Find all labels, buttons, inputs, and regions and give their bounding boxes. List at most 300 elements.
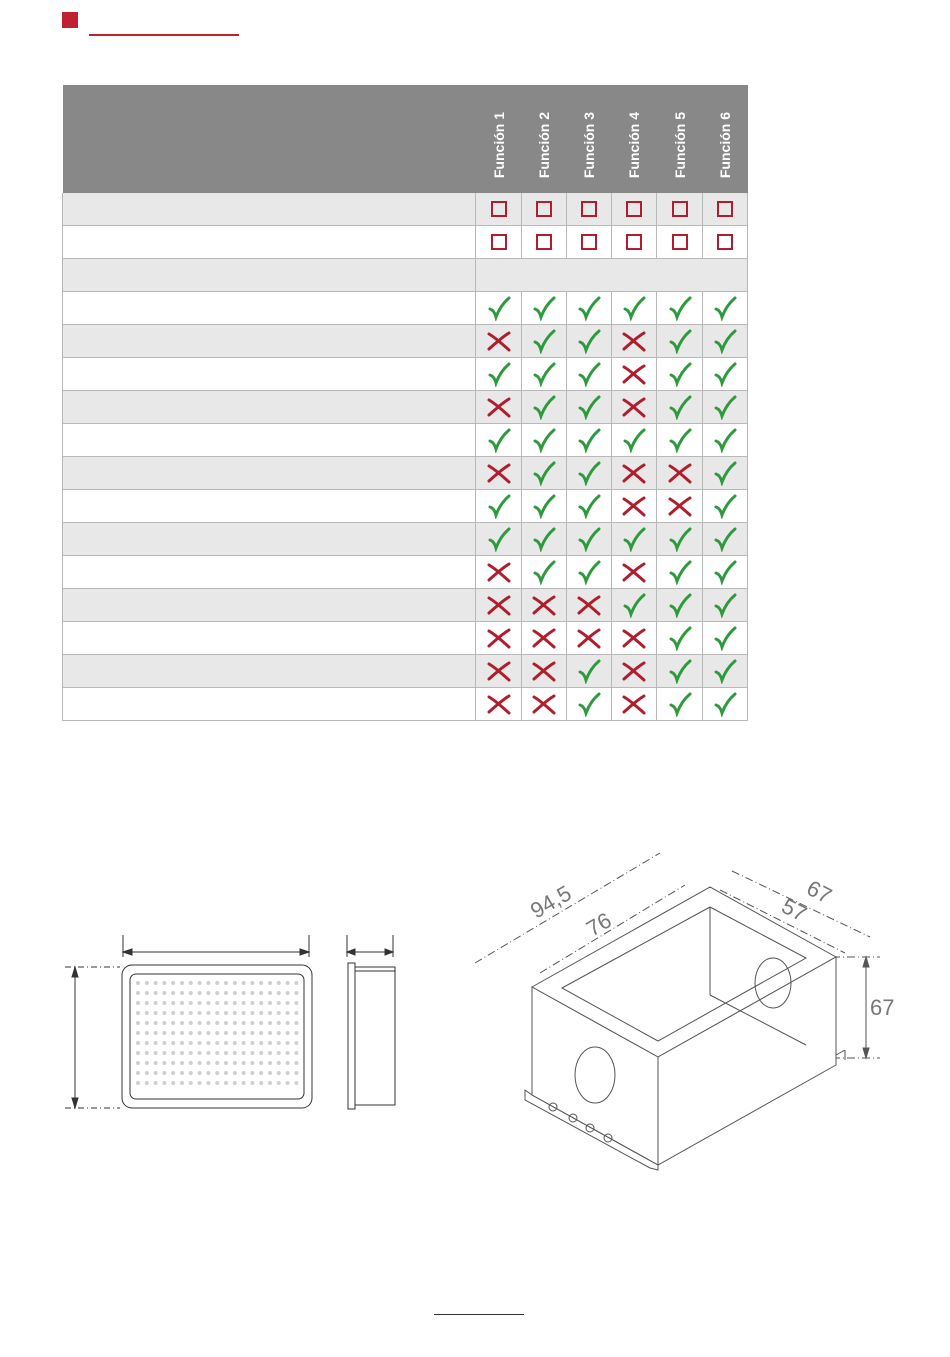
vent-dot xyxy=(162,1001,166,1005)
vent-dot xyxy=(145,1011,149,1015)
vent-dot xyxy=(224,1051,228,1055)
check-icon xyxy=(667,592,693,618)
table-cell xyxy=(657,358,702,391)
vent-dot xyxy=(189,981,193,985)
vent-dot xyxy=(189,1011,193,1015)
table-row xyxy=(63,688,748,721)
table-cell xyxy=(612,688,657,721)
table-cell xyxy=(566,589,611,622)
table-cell xyxy=(702,391,747,424)
vent-dot xyxy=(171,1081,175,1085)
vent-dot xyxy=(171,981,175,985)
vent-dot xyxy=(136,1011,140,1015)
vent-dot xyxy=(294,1071,298,1075)
check-icon xyxy=(667,394,693,420)
vent-dot xyxy=(145,981,149,985)
cross-icon xyxy=(486,592,512,618)
vent-dot xyxy=(180,1011,184,1015)
vent-dot xyxy=(206,1011,210,1015)
table-cell xyxy=(476,589,521,622)
row-label-cell xyxy=(63,457,476,490)
vent-dot xyxy=(145,1021,149,1025)
vent-dot xyxy=(294,1041,298,1045)
row-label-cell xyxy=(63,589,476,622)
vent-dot xyxy=(242,981,246,985)
table-cell xyxy=(702,424,747,457)
vent-dot xyxy=(215,1041,219,1045)
vent-dot xyxy=(189,991,193,995)
check-icon xyxy=(712,625,738,651)
vent-dot xyxy=(277,1021,281,1025)
section-underline xyxy=(89,34,239,36)
cross-icon xyxy=(621,394,647,420)
table-cell xyxy=(521,622,566,655)
table-cell xyxy=(612,292,657,325)
vent-dot xyxy=(215,1021,219,1025)
vent-dot xyxy=(259,1061,263,1065)
check-icon xyxy=(531,361,557,387)
checkbox-square xyxy=(536,234,552,250)
vent-dot xyxy=(242,1061,246,1065)
table-cell xyxy=(476,490,521,523)
table-cell xyxy=(702,193,747,226)
vent-dot xyxy=(162,1041,166,1045)
vent-dot xyxy=(162,1021,166,1025)
checkbox-square xyxy=(672,234,688,250)
vent-dot xyxy=(233,1061,237,1065)
vent-dot xyxy=(171,1001,175,1005)
vent-dot xyxy=(242,1001,246,1005)
check-icon xyxy=(576,295,602,321)
row-label-cell xyxy=(63,655,476,688)
row-label-cell xyxy=(63,424,476,457)
row-label-cell xyxy=(63,622,476,655)
check-icon xyxy=(667,526,693,552)
check-icon xyxy=(712,658,738,684)
cross-icon xyxy=(667,460,693,486)
table-cell xyxy=(657,424,702,457)
vent-dot xyxy=(145,991,149,995)
vent-dot xyxy=(154,981,158,985)
vent-dot xyxy=(268,1051,272,1055)
vent-dot xyxy=(277,991,281,995)
vent-dot xyxy=(189,1021,193,1025)
vent-dot xyxy=(268,1081,272,1085)
table-cell xyxy=(521,589,566,622)
check-icon xyxy=(712,361,738,387)
vent-dot xyxy=(286,1021,290,1025)
table-cell xyxy=(521,391,566,424)
vent-dot xyxy=(286,1071,290,1075)
header-function-2: Función 2 xyxy=(521,85,566,193)
table-cell xyxy=(521,490,566,523)
vent-dot xyxy=(224,1071,228,1075)
check-icon xyxy=(667,427,693,453)
table-row xyxy=(63,292,748,325)
vent-dot xyxy=(154,1071,158,1075)
table-cell xyxy=(521,556,566,589)
table-cell xyxy=(476,292,521,325)
vent-dot xyxy=(136,1081,140,1085)
check-icon xyxy=(712,295,738,321)
vent-dot xyxy=(206,991,210,995)
dim-label-67-height: 67 xyxy=(870,995,895,1020)
vent-dot xyxy=(224,1011,228,1015)
check-icon xyxy=(576,427,602,453)
cross-icon xyxy=(486,394,512,420)
check-icon xyxy=(667,658,693,684)
check-icon xyxy=(531,559,557,585)
vent-dot xyxy=(215,1051,219,1055)
cross-icon xyxy=(531,691,557,717)
dim-label-94-5: 94,5 xyxy=(526,880,576,924)
vent-dot xyxy=(198,1001,202,1005)
table-cell xyxy=(566,424,611,457)
header-function-6: Función 6 xyxy=(702,85,747,193)
vent-dot xyxy=(277,1051,281,1055)
row-label-cell xyxy=(63,391,476,424)
vent-dot xyxy=(180,1031,184,1035)
vent-dot xyxy=(294,1011,298,1015)
table-cell xyxy=(521,424,566,457)
vent-dot xyxy=(189,1041,193,1045)
vent-dot xyxy=(268,1011,272,1015)
check-icon xyxy=(576,658,602,684)
vent-dot xyxy=(294,1031,298,1035)
vent-dot xyxy=(162,1071,166,1075)
cross-icon xyxy=(621,625,647,651)
check-icon xyxy=(576,526,602,552)
vent-dot xyxy=(294,981,298,985)
vent-dot xyxy=(224,1031,228,1035)
check-icon xyxy=(667,559,693,585)
table-cell xyxy=(521,325,566,358)
vent-dot xyxy=(242,1051,246,1055)
table-cell xyxy=(657,292,702,325)
vent-dot xyxy=(224,991,228,995)
vent-dot xyxy=(198,981,202,985)
vent-dot xyxy=(250,981,254,985)
vent-dot xyxy=(162,1011,166,1015)
table-cell xyxy=(612,457,657,490)
vent-dot xyxy=(215,1011,219,1015)
vent-dot xyxy=(250,1001,254,1005)
table-cell xyxy=(702,622,747,655)
vent-dot xyxy=(268,1031,272,1035)
cross-icon xyxy=(667,493,693,519)
table-header xyxy=(63,85,748,193)
check-icon xyxy=(712,394,738,420)
vent-dot xyxy=(189,1061,193,1065)
vent-dot xyxy=(145,1061,149,1065)
table-cell xyxy=(476,655,521,688)
module-front-side-drawing xyxy=(40,925,420,1125)
cross-icon xyxy=(531,658,557,684)
vent-dot xyxy=(242,1021,246,1025)
check-icon xyxy=(667,328,693,354)
table-cell xyxy=(566,226,611,259)
vent-dot xyxy=(198,1071,202,1075)
vent-dot xyxy=(250,1021,254,1025)
vent-dot xyxy=(277,1041,281,1045)
vent-dot xyxy=(136,1021,140,1025)
vent-dot xyxy=(259,991,263,995)
table-cell xyxy=(521,226,566,259)
vent-dot xyxy=(162,1051,166,1055)
check-icon xyxy=(486,361,512,387)
row-label-cell xyxy=(63,688,476,721)
table-cell xyxy=(612,589,657,622)
table-cell xyxy=(612,391,657,424)
table-cell xyxy=(476,325,521,358)
vent-dot xyxy=(259,1081,263,1085)
check-icon xyxy=(486,295,512,321)
checkbox-square xyxy=(581,234,597,250)
table-cell xyxy=(612,622,657,655)
table-cell xyxy=(702,325,747,358)
vent-dot xyxy=(180,1081,184,1085)
vent-dot xyxy=(233,1011,237,1015)
checkbox-square xyxy=(581,201,597,217)
vent-dot xyxy=(224,981,228,985)
vent-dot xyxy=(268,1041,272,1045)
check-icon xyxy=(667,625,693,651)
table-cell xyxy=(657,589,702,622)
check-icon xyxy=(576,361,602,387)
vent-dot xyxy=(198,991,202,995)
vent-dot xyxy=(259,1031,263,1035)
table-cell xyxy=(612,556,657,589)
table-cell xyxy=(702,523,747,556)
vent-dot xyxy=(145,1031,149,1035)
vent-dot xyxy=(259,1001,263,1005)
table-cell xyxy=(612,226,657,259)
table-row xyxy=(63,358,748,391)
vent-dot xyxy=(145,1081,149,1085)
table-cell xyxy=(566,523,611,556)
check-icon xyxy=(667,361,693,387)
vent-dot xyxy=(198,1061,202,1065)
table-cell xyxy=(566,556,611,589)
vent-dot xyxy=(154,1041,158,1045)
table-row xyxy=(63,457,748,490)
vent-dot xyxy=(294,1081,298,1085)
table-row xyxy=(63,193,748,226)
table-cell xyxy=(521,523,566,556)
vent-dot xyxy=(145,1051,149,1055)
table-cell xyxy=(566,457,611,490)
table-cell xyxy=(476,358,521,391)
checkbox-square xyxy=(672,201,688,217)
vent-dot xyxy=(277,1071,281,1075)
checkbox-square xyxy=(626,234,642,250)
vent-dot xyxy=(154,1051,158,1055)
vent-dot xyxy=(189,1031,193,1035)
check-icon xyxy=(486,493,512,519)
vent-dot xyxy=(259,1011,263,1015)
vent-dot xyxy=(250,1031,254,1035)
table-cell xyxy=(702,292,747,325)
checkbox-square xyxy=(717,234,733,250)
check-icon xyxy=(576,460,602,486)
table-cell xyxy=(702,589,747,622)
table-cell xyxy=(476,688,521,721)
vent-dot xyxy=(145,1071,149,1075)
vent-dot xyxy=(242,1041,246,1045)
header-function-5: Función 5 xyxy=(657,85,702,193)
vent-dot xyxy=(162,1031,166,1035)
table-cell xyxy=(566,193,611,226)
check-icon xyxy=(712,493,738,519)
check-icon xyxy=(712,592,738,618)
vent-dot xyxy=(206,1071,210,1075)
table-row xyxy=(63,424,748,457)
vent-dot xyxy=(206,981,210,985)
row-label-cell xyxy=(63,490,476,523)
vent-dot xyxy=(286,1011,290,1015)
table-cell xyxy=(521,193,566,226)
table-cell xyxy=(566,292,611,325)
table-cell xyxy=(476,523,521,556)
row-label-cell xyxy=(63,193,476,226)
vent-dot xyxy=(224,1081,228,1085)
vent-dot xyxy=(250,1061,254,1065)
vent-dot xyxy=(171,1051,175,1055)
vent-dot xyxy=(145,1041,149,1045)
vent-dot xyxy=(294,1061,298,1065)
table-cell xyxy=(702,226,747,259)
vent-dot xyxy=(242,1071,246,1075)
cross-icon xyxy=(486,625,512,651)
vent-dot xyxy=(294,1021,298,1025)
vent-dot xyxy=(268,1021,272,1025)
check-icon xyxy=(667,691,693,717)
check-icon xyxy=(531,427,557,453)
check-icon xyxy=(621,427,647,453)
vent-dot xyxy=(171,1011,175,1015)
check-icon xyxy=(576,394,602,420)
table-cell xyxy=(521,688,566,721)
check-icon xyxy=(531,295,557,321)
table-cell xyxy=(657,226,702,259)
vent-dot xyxy=(250,1041,254,1045)
table-cell xyxy=(612,523,657,556)
vent-dot xyxy=(136,1001,140,1005)
vent-dot xyxy=(162,981,166,985)
vent-dot xyxy=(224,1021,228,1025)
vent-dot xyxy=(233,1041,237,1045)
table-cell xyxy=(521,457,566,490)
vent-dot xyxy=(224,1001,228,1005)
table-cell xyxy=(657,622,702,655)
vent-dot xyxy=(294,1051,298,1055)
vent-dot xyxy=(286,1061,290,1065)
vent-dot xyxy=(180,1051,184,1055)
vent-dot xyxy=(136,991,140,995)
vent-dot xyxy=(224,1041,228,1045)
vent-dot xyxy=(215,1071,219,1075)
table-cell xyxy=(657,688,702,721)
cross-icon xyxy=(531,592,557,618)
vent-dot xyxy=(154,1061,158,1065)
check-icon xyxy=(712,427,738,453)
vent-dot xyxy=(171,991,175,995)
table-cell xyxy=(476,391,521,424)
vent-dot xyxy=(286,991,290,995)
header-label-cell xyxy=(63,85,476,193)
vent-dot xyxy=(277,1001,281,1005)
check-icon xyxy=(621,526,647,552)
vent-dot xyxy=(189,1071,193,1075)
row-label-cell xyxy=(63,226,476,259)
dim-label-67-depth: 67 xyxy=(802,875,836,909)
vent-dot xyxy=(215,1001,219,1005)
vent-dot xyxy=(215,981,219,985)
vent-dot xyxy=(250,1051,254,1055)
vent-dot xyxy=(171,1021,175,1025)
vent-dot xyxy=(233,991,237,995)
row-label-cell xyxy=(63,325,476,358)
vent-dot xyxy=(180,981,184,985)
row-label-cell xyxy=(63,259,476,292)
vent-dot xyxy=(154,1001,158,1005)
check-icon xyxy=(576,559,602,585)
check-icon xyxy=(531,394,557,420)
vent-dot xyxy=(242,991,246,995)
vent-dot xyxy=(206,1031,210,1035)
vent-dot xyxy=(233,981,237,985)
vent-dot xyxy=(250,991,254,995)
function-compatibility-table xyxy=(62,85,748,721)
table-cell xyxy=(612,424,657,457)
table-cell xyxy=(476,556,521,589)
box-isometric-drawing xyxy=(470,845,910,1175)
vent-dot xyxy=(136,1031,140,1035)
table-cell xyxy=(657,490,702,523)
row-label-cell xyxy=(63,556,476,589)
vent-dot xyxy=(233,1021,237,1025)
vent-dot xyxy=(189,1001,193,1005)
table-cell xyxy=(612,358,657,391)
vent-dot xyxy=(136,1061,140,1065)
vent-dot xyxy=(233,1081,237,1085)
table-cell xyxy=(566,490,611,523)
check-icon xyxy=(531,328,557,354)
row-label-cell xyxy=(63,292,476,325)
cross-icon xyxy=(531,625,557,651)
vent-dot xyxy=(171,1031,175,1035)
cross-icon xyxy=(576,625,602,651)
table-row xyxy=(63,226,748,259)
vent-dot xyxy=(259,981,263,985)
vent-dot xyxy=(180,1001,184,1005)
check-icon xyxy=(712,460,738,486)
cross-icon xyxy=(621,328,647,354)
table-cell xyxy=(521,358,566,391)
vent-dot xyxy=(233,1031,237,1035)
vent-dot xyxy=(198,1031,202,1035)
check-icon xyxy=(486,427,512,453)
table-cell xyxy=(612,193,657,226)
table-cell xyxy=(566,688,611,721)
table-body xyxy=(63,193,748,721)
vent-dot xyxy=(162,1061,166,1065)
vent-dot xyxy=(206,1081,210,1085)
table-cell xyxy=(476,457,521,490)
table-row xyxy=(63,259,748,292)
table-row xyxy=(63,490,748,523)
row-label-cell xyxy=(63,358,476,391)
